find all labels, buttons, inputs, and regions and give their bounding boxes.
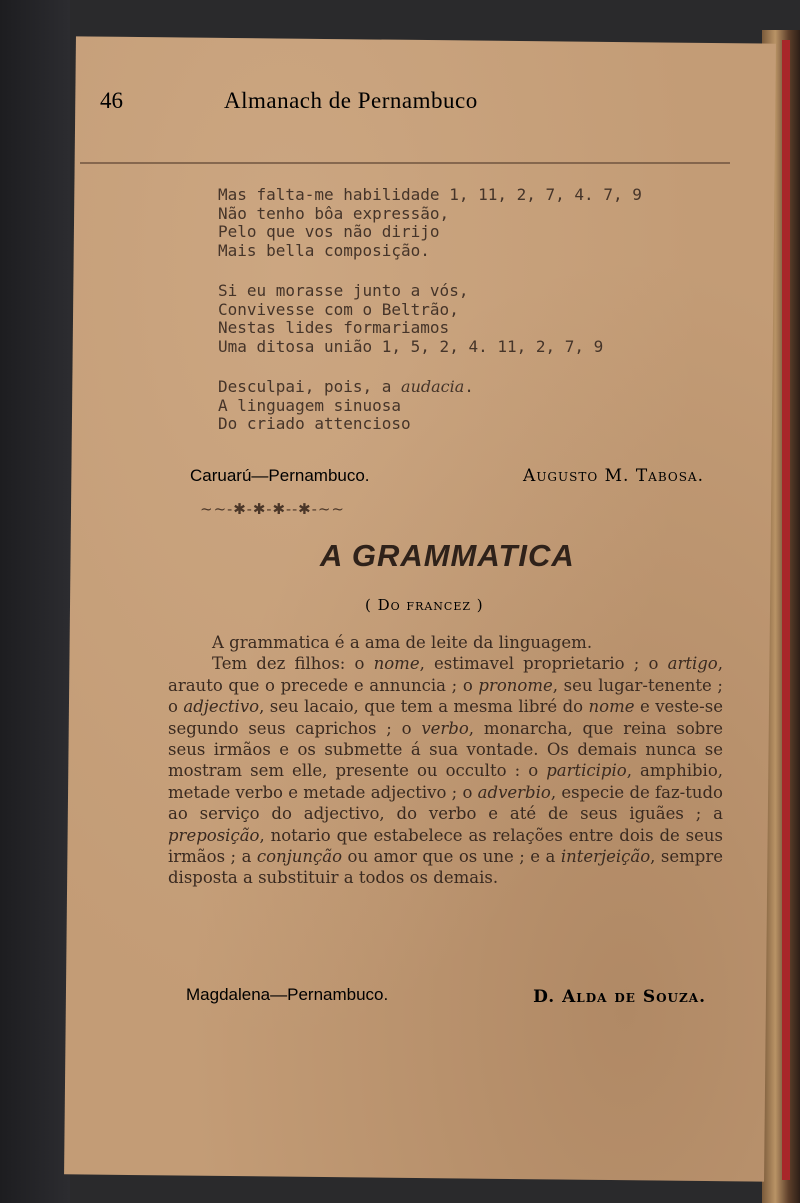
prose-italic: artigo — [667, 654, 718, 674]
poem-line: Si eu morasse junto a vós, — [218, 281, 469, 300]
prose-text: Tem dez filhos: o — [212, 654, 374, 674]
page-number: 46 — [100, 88, 123, 113]
poem-stanza-2 — [218, 282, 688, 356]
article-title: A GRAMMATICA — [320, 538, 575, 573]
prose-italic: participio — [546, 761, 627, 781]
poem-line: Não tenho bôa expressão, — [218, 203, 450, 223]
prose-italic: adjectivo — [183, 697, 260, 717]
prose-text: , especie de faz-tudo ao serviço do adjectivo, do verbo e até de seus iguães ; a — [168, 782, 723, 824]
poem-line: A linguagem sinuosa — [218, 395, 402, 415]
article-body — [168, 632, 723, 889]
poem-line: Uma ditosa união 1, 5, 2, 4. 11, 2, 7, 9 — [218, 336, 604, 356]
page-header — [100, 88, 660, 128]
poem-stanza-1 — [218, 186, 688, 260]
poem-line: Do criado attencioso — [218, 414, 411, 433]
poem — [218, 186, 688, 456]
book-spine-edge — [782, 40, 790, 1180]
prose-italic: adverbio — [477, 782, 551, 802]
article-subtitle: ( Do francez ) — [365, 596, 484, 614]
article-signature-place: Magdalena—Pernambuco. — [186, 985, 389, 1004]
background-left — [0, 0, 70, 1203]
poem-line: Convivesse com o Beltrão, — [218, 299, 459, 319]
running-title: Almanach de Pernambuco — [224, 88, 478, 113]
prose-text: , seu lugar-tenente ; o — [168, 675, 723, 717]
poem-stanza-3 — [218, 378, 688, 434]
poem-italic-word: audacia — [401, 377, 465, 396]
prose-text: , notario que estabelece as relações entre dois de seus irmãos ; a — [168, 825, 723, 867]
prose-text: , arauto que o precede e annuncia ; o — [168, 654, 723, 695]
header-rule — [80, 162, 730, 164]
article-paragraph-1: A grammatica é a ama de leite da linguagem. — [212, 633, 593, 652]
prose-italic: preposição — [168, 825, 260, 845]
prose-text: , estimavel proprietario ; o — [419, 654, 668, 674]
poem-signature — [190, 466, 710, 490]
poem-line: Nestas lides formariamos — [218, 318, 450, 337]
poem-signature-place: Caruarú—Pernambuco. — [190, 466, 370, 485]
prose-italic: conjunção — [256, 847, 343, 867]
article-signature — [186, 985, 706, 1009]
article-paragraph-2 — [168, 653, 723, 888]
prose-italic: pronome — [478, 675, 553, 695]
prose-text: , seu lacaio, que tem a mesma libré do — [259, 697, 589, 717]
poem-line: Mais bella composição. — [218, 240, 430, 260]
prose-italic: verbo — [421, 718, 469, 738]
prose-italic: interjeição — [560, 847, 651, 867]
article-signature-author: D. Alda de Souza. — [533, 987, 706, 1007]
poem-line: Mas falta-me habilidade 1, 11, 2, 7, 4. 7, 9 — [218, 185, 642, 204]
prose-italic: nome — [588, 697, 635, 717]
prose-text: ou amor que os une ; e a — [342, 847, 561, 867]
ornament-divider: ~~-✱-✱-✱--✱-~~ — [200, 500, 345, 518]
prose-text: , monarcha, que reina sobre seus irmãos e os submette á sua vontade. Os demais nunca se mostram sem elle, presente ou occulto : o — [168, 718, 723, 781]
prose-text: , amphibio, metade verbo e metade adjectivo ; o — [168, 761, 723, 802]
poem-line — [218, 378, 688, 397]
prose-text: , sempre disposta a substituir a todos os demais. — [168, 847, 723, 888]
poem-signature-author: Augusto M. Tabosa. — [523, 466, 704, 486]
prose-text: e veste-se segundo seus caprichos ; o — [168, 697, 723, 738]
poem-text: Desculpai, pois, a — [218, 377, 402, 396]
prose-italic: nome — [373, 654, 420, 674]
poem-text: . — [464, 377, 474, 396]
poem-line: Pelo que vos não dirijo — [218, 222, 440, 241]
